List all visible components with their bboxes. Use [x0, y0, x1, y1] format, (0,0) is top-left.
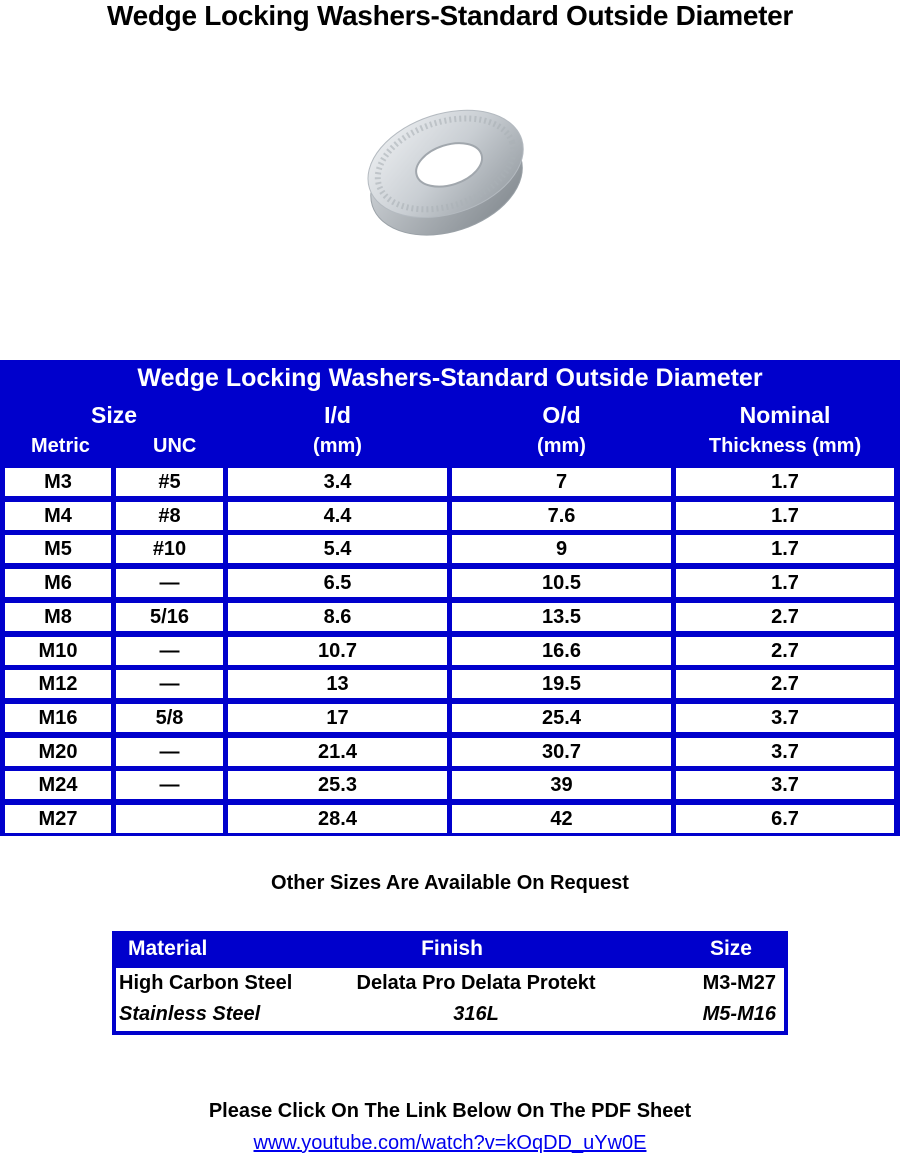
id-cell: 17 — [228, 704, 447, 732]
thickness-cell: 2.7 — [676, 637, 894, 665]
table-row — [0, 566, 900, 600]
material-table — [112, 931, 788, 1035]
unc-cell: — — [116, 637, 223, 665]
table-row — [0, 735, 900, 769]
metric-cell: M6 — [5, 569, 111, 597]
unc-header: UNC — [153, 435, 197, 457]
size-range-header: Size — [709, 937, 752, 960]
table-row — [0, 465, 900, 499]
thickness-header — [676, 399, 894, 465]
od-cell: 7 — [452, 468, 671, 496]
unc-cell — [116, 805, 223, 833]
id-cell: 25.3 — [228, 771, 447, 799]
thickness-cell: 1.7 — [676, 535, 894, 563]
material-value: High Carbon Steel — [119, 972, 293, 994]
table-row — [0, 499, 900, 533]
material-value: Stainless Steel — [119, 1003, 261, 1025]
spec-table — [0, 360, 900, 836]
metric-cell: M16 — [5, 704, 111, 732]
thickness-cell: 6.7 — [676, 805, 894, 833]
od-cell: 16.6 — [452, 637, 671, 665]
list-item — [116, 999, 784, 1030]
od-cell: 7.6 — [452, 502, 671, 530]
metric-cell: M5 — [5, 535, 111, 563]
material-table-header — [112, 931, 788, 966]
size-value: M3-M27 — [702, 972, 776, 994]
od-cell: 13.5 — [452, 603, 671, 631]
od-cell: 25.4 — [452, 704, 671, 732]
id-header — [228, 399, 447, 465]
size-header-label: Size — [90, 402, 138, 428]
spec-table-title: Wedge Locking Washers-Standard Outside Diameter — [137, 364, 763, 392]
thickness-header-line2: Thickness (mm) — [708, 435, 862, 457]
thickness-cell: 1.7 — [676, 468, 894, 496]
id-cell: 28.4 — [228, 805, 447, 833]
table-row — [0, 634, 900, 668]
metric-cell: M4 — [5, 502, 111, 530]
youtube-link[interactable]: www.youtube.com/watch?v=kOqDD_uYw0E — [253, 1132, 647, 1154]
unc-cell: — — [116, 771, 223, 799]
washer-image — [350, 82, 540, 252]
unc-cell: #5 — [116, 468, 223, 496]
id-cell: 6.5 — [228, 569, 447, 597]
metric-cell: M12 — [5, 670, 111, 698]
metric-header: Metric — [31, 435, 90, 457]
table-row — [0, 532, 900, 566]
size-value: M5-M16 — [702, 1003, 776, 1025]
unc-cell: #8 — [116, 502, 223, 530]
table-row — [0, 600, 900, 634]
other-sizes-note: Other Sizes Are Available On Request — [271, 872, 629, 894]
od-cell: 39 — [452, 771, 671, 799]
id-cell: 3.4 — [228, 468, 447, 496]
finish-header: Finish — [421, 937, 483, 960]
finish-value: 316L — [453, 1003, 499, 1025]
thickness-cell: 2.7 — [676, 670, 894, 698]
id-cell: 8.6 — [228, 603, 447, 631]
unc-cell: #10 — [116, 535, 223, 563]
od-cell: 9 — [452, 535, 671, 563]
thickness-cell: 2.7 — [676, 603, 894, 631]
metric-cell: M3 — [5, 468, 111, 496]
thickness-cell: 3.7 — [676, 771, 894, 799]
id-header-line2: (mm) — [313, 435, 362, 457]
thickness-cell: 3.7 — [676, 738, 894, 766]
unc-cell: 5/16 — [116, 603, 223, 631]
unc-cell: — — [116, 569, 223, 597]
od-cell: 30.7 — [452, 738, 671, 766]
metric-cell: M24 — [5, 771, 111, 799]
page-title: Wedge Locking Washers-Standard Outside Diameter — [106, 0, 794, 31]
thickness-cell: 1.7 — [676, 502, 894, 530]
id-cell: 5.4 — [228, 535, 447, 563]
table-row — [0, 667, 900, 701]
id-cell: 13 — [228, 670, 447, 698]
thickness-header-line1: Nominal — [739, 402, 831, 428]
list-item — [116, 968, 784, 999]
unc-cell: — — [116, 738, 223, 766]
od-header-line2: (mm) — [537, 435, 586, 457]
click-instruction: Please Click On The Link Below On The PDF Sheet — [208, 1100, 692, 1122]
material-table-body — [116, 968, 784, 1031]
od-cell: 19.5 — [452, 670, 671, 698]
table-row — [0, 701, 900, 735]
id-cell: 4.4 — [228, 502, 447, 530]
metric-cell: M27 — [5, 805, 111, 833]
od-header — [452, 399, 671, 465]
thickness-cell: 3.7 — [676, 704, 894, 732]
table-row — [0, 802, 900, 836]
unc-cell: 5/8 — [116, 704, 223, 732]
table-row — [0, 768, 900, 802]
unc-cell: — — [116, 670, 223, 698]
id-cell: 21.4 — [228, 738, 447, 766]
finish-value: Delata Pro Delata Protekt — [356, 972, 596, 994]
od-cell: 42 — [452, 805, 671, 833]
id-cell: 10.7 — [228, 637, 447, 665]
material-header: Material — [128, 937, 208, 960]
metric-cell: M10 — [5, 637, 111, 665]
od-header-line1: O/d — [542, 402, 581, 428]
id-header-line1: I/d — [324, 402, 351, 428]
od-cell: 10.5 — [452, 569, 671, 597]
thickness-cell: 1.7 — [676, 569, 894, 597]
metric-cell: M8 — [5, 603, 111, 631]
metric-cell: M20 — [5, 738, 111, 766]
size-header — [5, 399, 223, 465]
